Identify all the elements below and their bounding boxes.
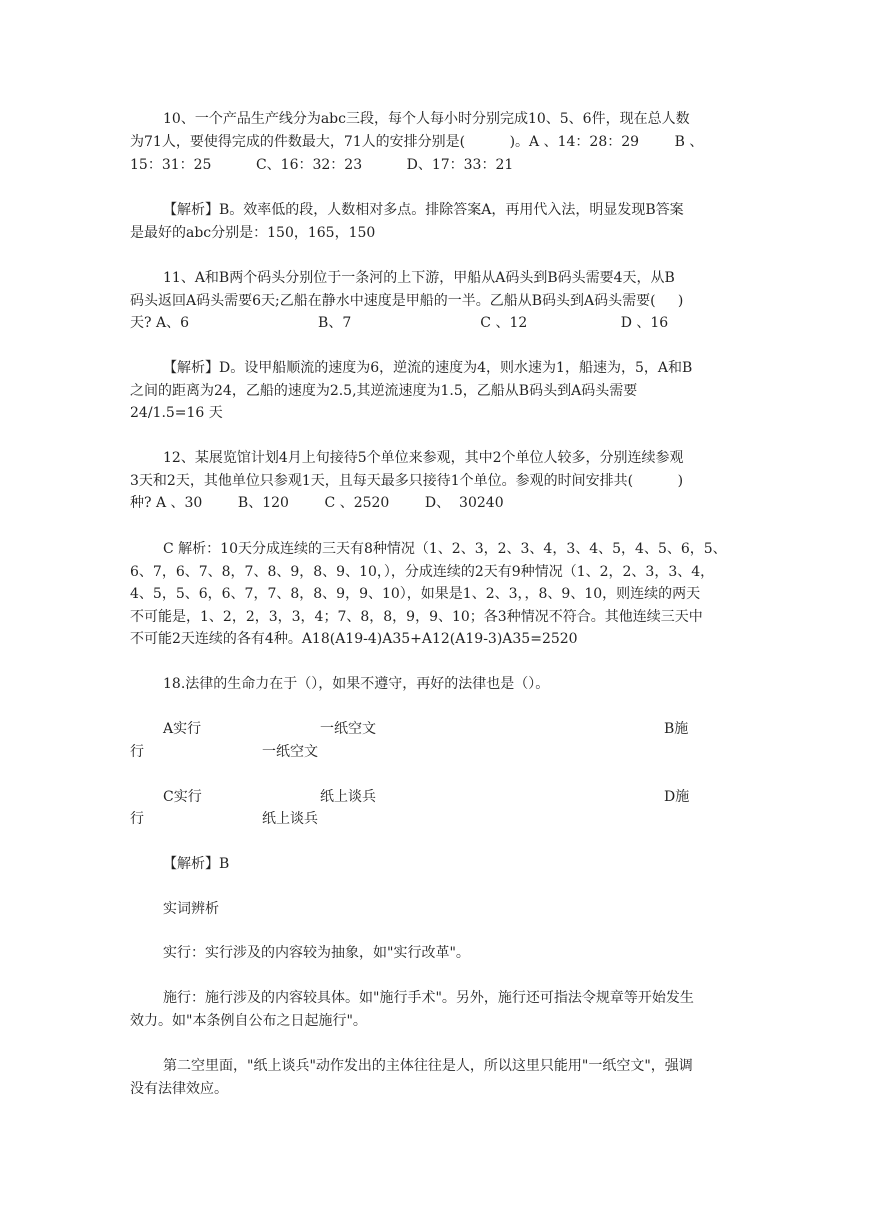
a11-line-2: 之间的距离为24，乙船的速度为2.5,其逆流速度为1.5，乙船从B码头到A码头需要 [130, 383, 638, 399]
q18-stem: 18.法律的生命力在于（），如果不遵守，再好的法律也是（）。 [163, 676, 550, 692]
q18-shixing2-line-2: 效力。如"本条例自公布之日起施行"。 [130, 1013, 367, 1029]
q18-option-d-label: D施 [664, 789, 690, 805]
a11-line-3: 24/1.5=16 天 [130, 405, 223, 421]
a10-line-1: 【解析】B。效率低的段，人数相对多点。排除答案A，再用代入法，明显发现B答案 [163, 202, 684, 218]
q18-second-blank-line-2: 没有法律效应。 [130, 1081, 228, 1097]
q18-option-b-label: B施 [664, 721, 689, 737]
a12-line-2: 6、7，6、7、8，7、8、9，8、9、10，），分成连续的2天有9种情况（1、2，2、3，3、4， [130, 564, 715, 580]
q11-line-3: 天? A、6 B、7 C 、12 D 、16 [130, 315, 669, 331]
q11-line-2: 码头返回A码头需要6天;乙船在静水中速度是甲船的一半。乙船从B码头到A码头需要( ) [130, 293, 684, 309]
q12-line-3: 种? A 、30 B、120 C 、2520 D、 30240 [130, 495, 504, 511]
q18-shixing2-line-1: 施行：施行涉及的内容较具体。如"施行手术"。另外，施行还可指法令规章等开始发生 [163, 990, 694, 1006]
q18-option-d-text: 纸上谈兵 [262, 811, 318, 827]
q18-shixing-note: 实行：实行涉及的内容较为抽象，如"实行改革"。 [163, 945, 470, 961]
q18-answer: 【解析】B [163, 856, 230, 872]
a12-line-5: 不可能2天连续的各有4种。A18(A19-4)A35+A12(A19-3)A35=2520 [130, 631, 578, 647]
a11-line-1: 【解析】D。设甲船顺流的速度为6，逆流的速度为4，则水速为1，船速为，5，A和B [163, 360, 693, 376]
q10-line-3: 15：31：25 C、16：32：23 D、17：33：21 [130, 157, 514, 173]
q12-line-1: 12、某展览馆计划4月上旬接待5个单位来参观，其中2个单位人较多，分别连续参观 [163, 450, 684, 466]
a12-line-3: 4、5，5、6，6、7，7、8，8、9，9、10），如果是1、2、3，，8、9、10，则连续的两天 [130, 586, 701, 602]
q18-option-a-label: A实行 [163, 721, 202, 737]
q18-option-b-cont: 行 [130, 744, 144, 760]
q11-line-1: 11、A和B两个码头分别位于一条河的上下游，甲船从A码头到B码头需要4天，从B [163, 270, 675, 286]
q18-option-c-label: C实行 [163, 789, 202, 805]
q18-option-a-text: 一纸空文 [320, 721, 376, 737]
q18-option-d-cont: 行 [130, 811, 144, 827]
a12-line-1: C 解析：10天分成连续的三天有8种情况（1、2、3，2、3、4，3、4、5，4、5、6，5、 [163, 541, 727, 557]
q18-second-blank-line-1: 第二空里面，"纸上谈兵"动作发出的主体往往是人，所以这里只能用"一纸空文"，强调 [163, 1058, 693, 1074]
q10-line-2: 为71人，要使得完成的件数最大，71人的安排分别是( )。A 、14：28：29 B 、 [130, 134, 704, 150]
q18-option-c-text: 纸上谈兵 [320, 789, 376, 805]
a12-line-4: 不可能是，1、2，2，3，3，4；7、8，8，9，9、10；各3种情况不符合。其他连续三天中 [130, 609, 703, 625]
q12-line-2: 3天和2天，其他单位只参观1天，且每天最多只接待1个单位。参观的时间安排共( ) [130, 473, 684, 489]
a10-line-2: 是最好的abc分别是：150，165，150 [130, 225, 376, 241]
q18-section-title: 实词辨析 [163, 901, 219, 917]
q10-line-1: 10、一个产品生产线分为abc三段，每个人每小时分别完成10、5、6件，现在总人数 [163, 111, 690, 127]
q18-option-b-text: 一纸空文 [262, 744, 318, 760]
